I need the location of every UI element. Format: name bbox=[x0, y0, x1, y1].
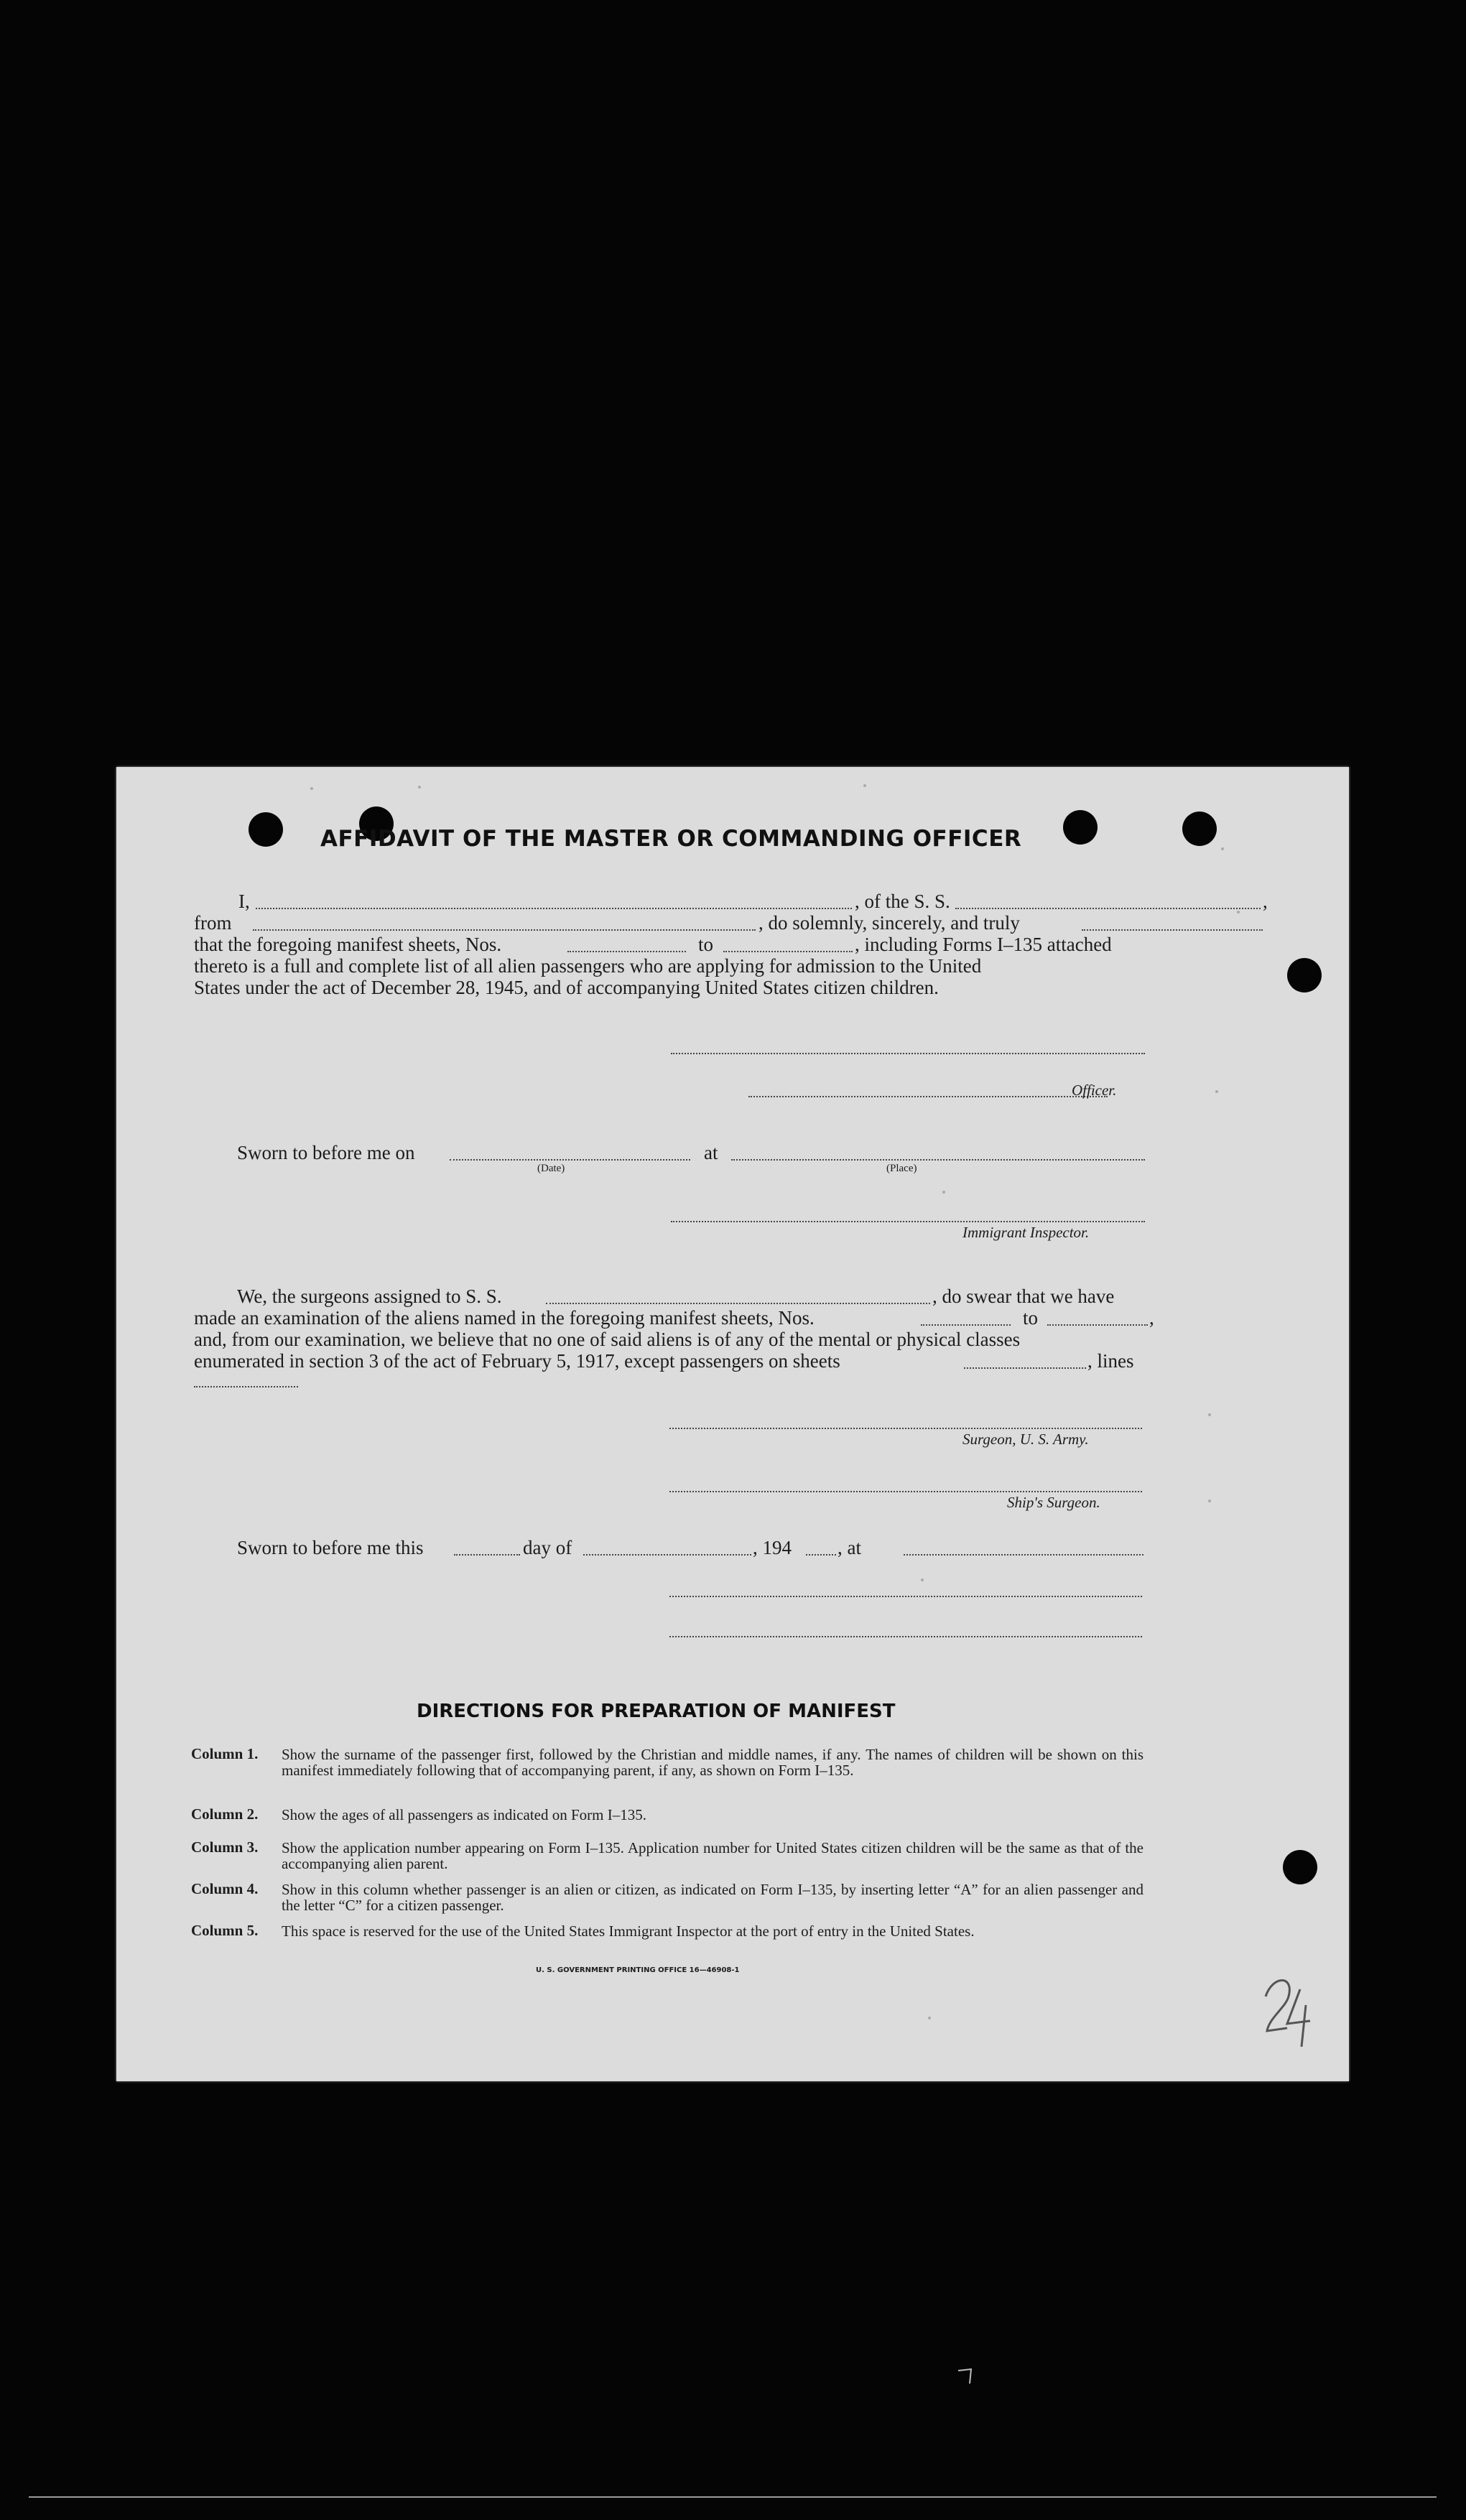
affidavit-text: , including Forms I–135 attached bbox=[855, 934, 1112, 955]
affidavit-text: I, bbox=[238, 891, 250, 912]
column-label: Column 3. bbox=[191, 1838, 259, 1856]
directions-title: DIRECTIONS FOR PREPARATION OF MANIFEST bbox=[417, 1701, 896, 1722]
sworn-text: , 194 bbox=[753, 1537, 792, 1558]
sworn-text: , at bbox=[838, 1537, 861, 1558]
affidavit-text: States under the act of December 28, 1945, and of accompanying United States citizen children. bbox=[194, 977, 939, 998]
column-label: Column 2. bbox=[191, 1805, 259, 1823]
surgeons-text: , lines bbox=[1087, 1350, 1134, 1372]
column-instruction: Show the surname of the passenger first, followed by the Christian and middle names, if any. The names of children will be shown on this manifest immediately following that of accompanying parent, if any, as shown on Form I–135. bbox=[282, 1746, 1143, 1779]
punch-hole bbox=[249, 812, 283, 847]
date-caption: (Date) bbox=[537, 1163, 565, 1174]
column-label: Column 5. bbox=[191, 1922, 259, 1939]
printer-imprint: U. S. GOVERNMENT PRINTING OFFICE 16—46908-1 bbox=[536, 1966, 740, 1974]
sworn-text: day of bbox=[523, 1537, 572, 1558]
surgeons-text: , do swear that we have bbox=[932, 1285, 1115, 1307]
affidavit-text: from bbox=[194, 912, 232, 934]
handwritten-page-number bbox=[1258, 1968, 1316, 2054]
affidavit-text: that the foregoing manifest sheets, Nos. bbox=[194, 934, 502, 955]
surgeon-army-label: Surgeon, U. S. Army. bbox=[962, 1431, 1089, 1448]
place-caption: (Place) bbox=[886, 1163, 917, 1174]
punch-hole bbox=[1182, 812, 1217, 846]
column-instruction: Show the application number appearing on Form I–135. Application number for United States citizen children will be the same as that of the accompanying alien parent. bbox=[282, 1839, 1143, 1872]
surgeons-text: We, the surgeons assigned to S. S. bbox=[237, 1285, 502, 1307]
manifest-affidavit-page: AFFIDAVIT OF THE MASTER OR COMMANDING OFFICER I, , of the S. S. , from , do solemnly, sincerely, and truly that the foregoing manifest sheets, Nos. to , including Forms I–135 attached thereto is a full and complete list of all alien passengers who are applying for admission to the United States under the act of December 28, 1945, and of accompanying United States citizen children. Officer. Sworn to before me on at (Date) (Place) Immigrant Inspector. We, the surgeons assigned to S. S. , do swear that we have made an examination of the aliens named in the foregoing manifest sheets, Nos. to , and, from our examination, we believe that no one of said aliens is of any of the mental or physical classes enumerated in section 3 of the act of February 5, 1917, except passengers on sheets , lines Surgeon, U. S. Army. Ship's Surgeon. Sworn to before me this day of , 194 , at DIRECTIONS FOR PREPARATION OF MANIFEST Column 1. Show the surname of the passenger first, followed by the Christian and middle names, if any. The names of children will be shown on this manifest immediately following that of accompanying parent, if any, as shown on Form I–135. Column 2. Show the ages of all passengers as indicated on Form I–135. Column 3. Show the application number appearing on Form I–135. Application number for United States citizen children will be the same as that of the accompanying alien parent. Column 4. Show in this column whether passenger is an alien or citizen, as indicated on Form I–135, by inserting letter “A” for an alien passenger and the letter “C” for a citizen passenger. Column 5. This space is reserved for the use of the United States Immigrant Inspector at the port of entry in the United States. U. S. GOVERNMENT PRINTING OFFICE 16—46908-1 bbox=[116, 767, 1349, 2081]
column-label: Column 1. bbox=[191, 1745, 259, 1762]
page-title: AFFIDAVIT OF THE MASTER OR COMMANDING OFFICER bbox=[320, 826, 1022, 852]
officer-label: Officer. bbox=[1072, 1082, 1117, 1099]
sworn-text: Sworn to before me this bbox=[237, 1537, 424, 1558]
affidavit-text: , of the S. S. bbox=[855, 891, 950, 912]
divider bbox=[29, 2496, 1437, 2498]
column-instruction: This space is reserved for the use of the United States Immigrant Inspector at the port of entry in the United States. bbox=[282, 1922, 975, 1940]
sworn-text: Sworn to before me on bbox=[237, 1142, 415, 1163]
stray-mark bbox=[955, 2366, 977, 2388]
sworn-at: at bbox=[704, 1142, 718, 1163]
punch-hole bbox=[1063, 810, 1098, 845]
immigrant-inspector-label: Immigrant Inspector. bbox=[962, 1224, 1090, 1241]
punch-hole bbox=[1283, 1850, 1317, 1884]
surgeons-text: to bbox=[1023, 1307, 1039, 1329]
affidavit-text: , do solemnly, sincerely, and truly bbox=[758, 912, 1020, 934]
surgeons-text: enumerated in section 3 of the act of February 5, 1917, except passengers on sheets bbox=[194, 1350, 840, 1372]
ships-surgeon-label: Ship's Surgeon. bbox=[1007, 1494, 1100, 1511]
column-instruction: Show the ages of all passengers as indicated on Form I–135. bbox=[282, 1806, 646, 1823]
surgeons-text: made an examination of the aliens named in the foregoing manifest sheets, Nos. bbox=[194, 1307, 815, 1329]
affidavit-text: thereto is a full and complete list of all alien passengers who are applying for admission to the United bbox=[194, 955, 982, 977]
surgeons-text: and, from our examination, we believe that no one of said aliens is of any of the mental or physical classes bbox=[194, 1329, 1021, 1350]
column-label: Column 4. bbox=[191, 1880, 259, 1897]
affidavit-text: to bbox=[698, 934, 714, 955]
column-instruction: Show in this column whether passenger is an alien or citizen, as indicated on Form I–135, by inserting letter “A” for an alien passenger and the letter “C” for a citizen passenger. bbox=[282, 1881, 1143, 1914]
punch-hole bbox=[1287, 958, 1322, 992]
